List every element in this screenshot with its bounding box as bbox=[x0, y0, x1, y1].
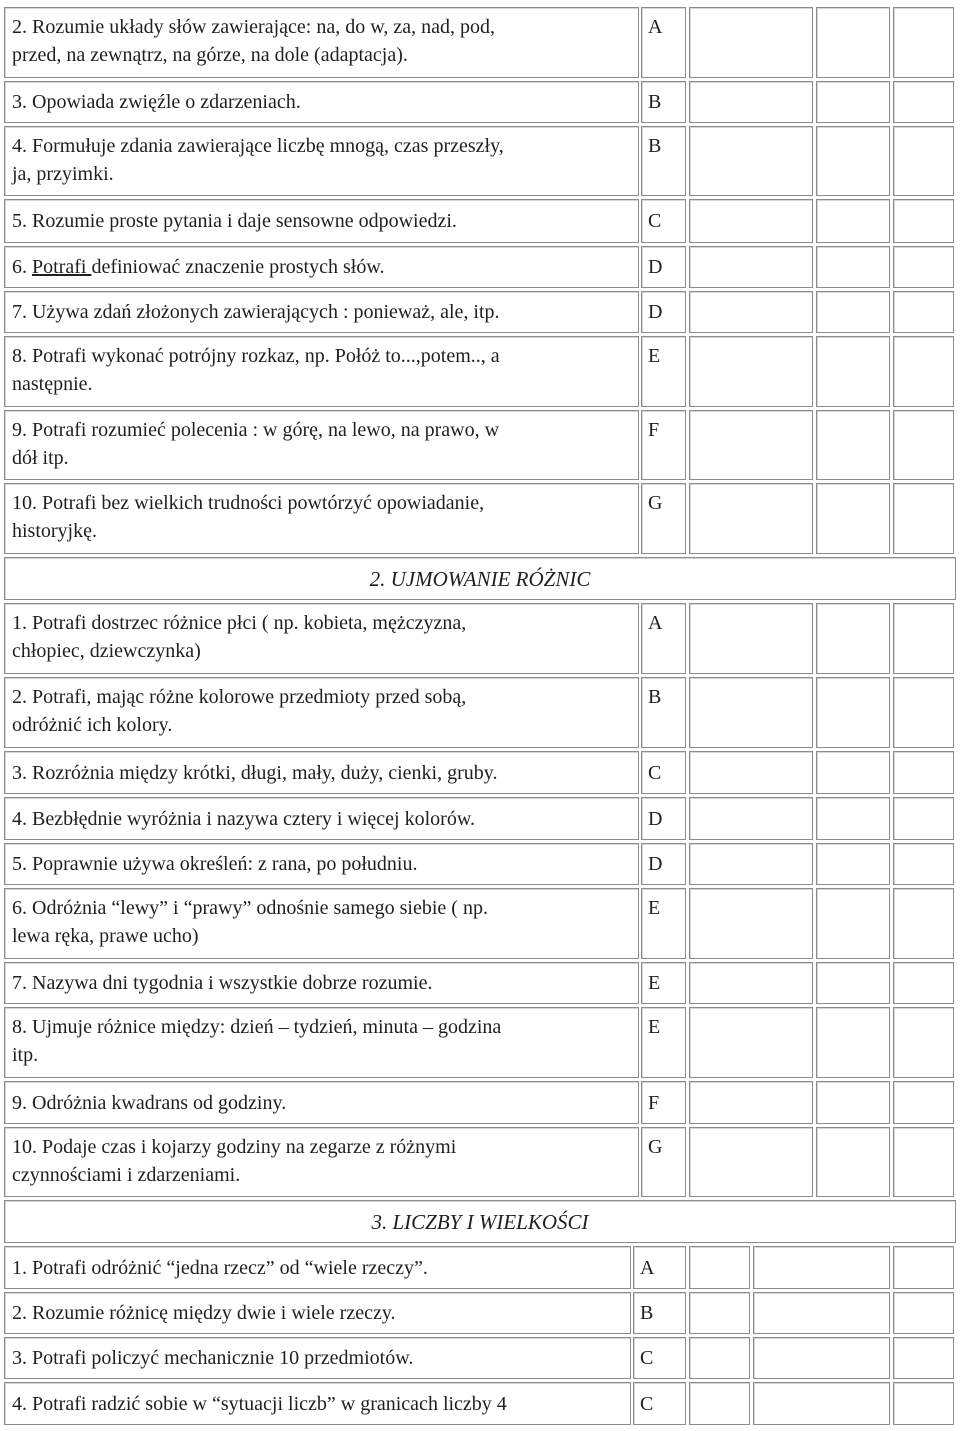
criterion-text: 7. Używa zdań złożonych zawierających : ponieważ, ale, itp. bbox=[12, 301, 500, 323]
score-cell[interactable] bbox=[689, 483, 813, 554]
grade-letter: F bbox=[648, 1092, 660, 1114]
criterion-text: 5. Poprawnie używa określeń: z rana, po południu. bbox=[12, 853, 418, 875]
section-heading: 3. LICZBY I WIELKOŚCI bbox=[371, 1210, 589, 1234]
score-cell[interactable] bbox=[753, 1337, 890, 1379]
criterion-text: itp. bbox=[12, 1044, 39, 1066]
score-cell[interactable] bbox=[893, 126, 954, 196]
criterion-text: 9. Potrafi rozumieć polecenia : w górę, na lewo, na prawo, w bbox=[12, 419, 500, 441]
score-cell[interactable] bbox=[816, 888, 890, 959]
grade-letter: E bbox=[648, 345, 661, 367]
criterion-text: 3. Rozróżnia między krótki, długi, mały, duży, cienki, gruby. bbox=[12, 762, 498, 784]
score-cell[interactable] bbox=[816, 199, 890, 243]
score-cell[interactable] bbox=[893, 336, 954, 407]
score-cell[interactable] bbox=[893, 677, 954, 748]
grade-letter: C bbox=[648, 210, 662, 232]
score-cell[interactable] bbox=[893, 7, 954, 78]
score-cell[interactable] bbox=[893, 483, 954, 554]
score-cell[interactable] bbox=[816, 410, 890, 480]
score-cell[interactable] bbox=[893, 751, 954, 794]
score-cell[interactable] bbox=[816, 797, 890, 840]
score-cell[interactable] bbox=[893, 291, 954, 333]
score-cell[interactable] bbox=[816, 843, 890, 885]
criterion-text: odróżnić ich kolory. bbox=[12, 714, 173, 736]
criterion-text: 4. Potrafi radzić sobie w “sytuacji liczb” w granicach liczby 4 bbox=[12, 1393, 507, 1415]
criterion-text: 10. Potrafi bez wielkich trudności powtórzyć opowiadanie, bbox=[12, 492, 485, 514]
criterion-text: 1. Potrafi odróżnić “jedna rzecz” od “wiele rzeczy”. bbox=[12, 1257, 428, 1279]
criterion-text: lewa ręka, prawe ucho) bbox=[12, 925, 199, 947]
score-cell[interactable] bbox=[689, 1007, 813, 1078]
criterion-text: czynnościami i zdarzeniami. bbox=[12, 1164, 241, 1186]
score-cell[interactable] bbox=[689, 336, 813, 407]
grade-letter: G bbox=[648, 1136, 663, 1158]
score-cell[interactable] bbox=[689, 1081, 813, 1124]
score-cell[interactable] bbox=[689, 677, 813, 748]
criterion-text: 6. Odróżnia “lewy” i “prawy” odnośnie samego siebie ( np. bbox=[12, 897, 488, 919]
score-cell[interactable] bbox=[893, 1127, 954, 1197]
criterion-text: 8. Ujmuje różnice między: dzień – tydzień, minuta – godzina bbox=[12, 1016, 502, 1038]
criterion-text: 3. Opowiada zwięźle o zdarzeniach. bbox=[12, 91, 301, 113]
criterion-text: 1. Potrafi dostrzec różnice płci ( np. kobieta, mężczyzna, bbox=[12, 612, 467, 634]
criterion-text: 2. Rozumie różnicę między dwie i wiele rzeczy. bbox=[12, 1302, 396, 1324]
grade-letter: C bbox=[640, 1393, 654, 1415]
score-cell[interactable] bbox=[893, 1382, 954, 1425]
grade-letter: E bbox=[648, 972, 661, 994]
grade-letter: B bbox=[648, 686, 662, 708]
score-cell[interactable] bbox=[893, 843, 954, 885]
criterion-text: 4. Formułuje zdania zawierające liczbę mnogą, czas przeszły, bbox=[12, 135, 504, 157]
score-cell[interactable] bbox=[816, 246, 890, 288]
grade-letter: G bbox=[648, 492, 663, 514]
grade-letter: D bbox=[648, 256, 663, 278]
score-cell[interactable] bbox=[689, 1337, 750, 1379]
grade-letter: A bbox=[648, 16, 663, 38]
score-cell[interactable] bbox=[689, 7, 813, 78]
score-cell[interactable] bbox=[893, 246, 954, 288]
grade-letter: B bbox=[640, 1302, 654, 1324]
criterion-text: 3. Potrafi policzyć mechanicznie 10 przedmiotów. bbox=[12, 1347, 414, 1369]
score-cell[interactable] bbox=[689, 603, 813, 674]
score-cell[interactable] bbox=[816, 7, 890, 78]
score-cell[interactable] bbox=[893, 1337, 954, 1379]
score-cell[interactable] bbox=[816, 1081, 890, 1124]
score-cell[interactable] bbox=[689, 1246, 750, 1289]
criterion-text: historyjkę. bbox=[12, 520, 97, 542]
score-cell[interactable] bbox=[689, 126, 813, 196]
grade-letter: F bbox=[648, 419, 660, 441]
grade-letter: C bbox=[648, 762, 662, 784]
score-cell[interactable] bbox=[816, 126, 890, 196]
score-cell[interactable] bbox=[893, 1292, 954, 1334]
score-cell[interactable] bbox=[893, 962, 954, 1004]
score-cell[interactable] bbox=[689, 1127, 813, 1197]
criterion-text: 4. Bezbłędnie wyróżnia i nazywa cztery i więcej kolorów. bbox=[12, 808, 475, 830]
score-cell[interactable] bbox=[893, 410, 954, 480]
grade-letter: E bbox=[648, 1016, 661, 1038]
score-cell[interactable] bbox=[816, 751, 890, 794]
grade-letter: B bbox=[648, 91, 662, 113]
score-cell[interactable] bbox=[893, 888, 954, 959]
criterion-text: 5. Rozumie proste pytania i daje sensowne odpowiedzi. bbox=[12, 210, 457, 232]
score-cell[interactable] bbox=[689, 1382, 750, 1425]
score-cell[interactable] bbox=[893, 1007, 954, 1078]
grade-letter: E bbox=[648, 897, 661, 919]
score-cell[interactable] bbox=[753, 1292, 890, 1334]
criterion-text: 9. Odróżnia kwadrans od godziny. bbox=[12, 1092, 287, 1114]
score-cell[interactable] bbox=[689, 291, 813, 333]
score-cell[interactable] bbox=[893, 603, 954, 674]
score-cell[interactable] bbox=[816, 1007, 890, 1078]
score-cell[interactable] bbox=[893, 81, 954, 123]
score-cell[interactable] bbox=[689, 81, 813, 123]
score-cell[interactable] bbox=[689, 888, 813, 959]
criterion-text: 6. Potrafi definiować znaczenie prostych słów. bbox=[12, 256, 385, 278]
grade-letter: D bbox=[648, 808, 663, 830]
score-cell[interactable] bbox=[816, 336, 890, 407]
score-cell[interactable] bbox=[753, 1246, 890, 1289]
score-cell[interactable] bbox=[893, 797, 954, 840]
score-cell[interactable] bbox=[689, 246, 813, 288]
section-heading: 2. UJMOWANIE RÓŻNIC bbox=[369, 567, 591, 591]
grade-letter: C bbox=[640, 1347, 654, 1369]
criterion-text: chłopiec, dziewczynka) bbox=[12, 640, 201, 662]
grade-letter: A bbox=[640, 1257, 655, 1279]
score-cell[interactable] bbox=[816, 962, 890, 1004]
score-cell[interactable] bbox=[816, 81, 890, 123]
score-cell[interactable] bbox=[816, 291, 890, 333]
grade-letter: D bbox=[648, 301, 663, 323]
score-cell[interactable] bbox=[753, 1382, 890, 1425]
score-cell[interactable] bbox=[689, 843, 813, 885]
grade-letter: D bbox=[648, 853, 663, 875]
score-cell[interactable] bbox=[816, 483, 890, 554]
score-cell[interactable] bbox=[689, 962, 813, 1004]
score-cell[interactable] bbox=[816, 603, 890, 674]
score-cell[interactable] bbox=[689, 1292, 750, 1334]
grade-letter: B bbox=[648, 135, 662, 157]
criterion-text: 7. Nazywa dni tygodnia i wszystkie dobrze rozumie. bbox=[12, 972, 433, 994]
criterion-text: przed, na zewnątrz, na górze, na dole (adaptacja). bbox=[12, 44, 408, 66]
score-cell[interactable] bbox=[816, 1127, 890, 1197]
criterion-text: 2. Potrafi, mając różne kolorowe przedmioty przed sobą, bbox=[12, 686, 467, 708]
score-cell[interactable] bbox=[689, 797, 813, 840]
criterion-text: 10. Podaje czas i kojarzy godziny na zegarze z różnymi bbox=[12, 1136, 457, 1158]
score-cell[interactable] bbox=[893, 1246, 954, 1289]
score-cell[interactable] bbox=[689, 751, 813, 794]
score-cell[interactable] bbox=[893, 199, 954, 243]
criterion-text: 2. Rozumie układy słów zawierające: na, do w, za, nad, pod, bbox=[12, 16, 495, 38]
score-cell[interactable] bbox=[689, 199, 813, 243]
criterion-text: następnie. bbox=[12, 373, 93, 395]
score-cell[interactable] bbox=[689, 410, 813, 480]
criterion-text: 8. Potrafi wykonać potrójny rozkaz, np. Połóż to...,potem.., a bbox=[12, 345, 500, 367]
score-cell[interactable] bbox=[816, 677, 890, 748]
criterion-text: dół itp. bbox=[12, 447, 69, 469]
score-cell[interactable] bbox=[893, 1081, 954, 1124]
grade-letter: A bbox=[648, 612, 663, 634]
criterion-text: ja, przyimki. bbox=[12, 163, 114, 185]
